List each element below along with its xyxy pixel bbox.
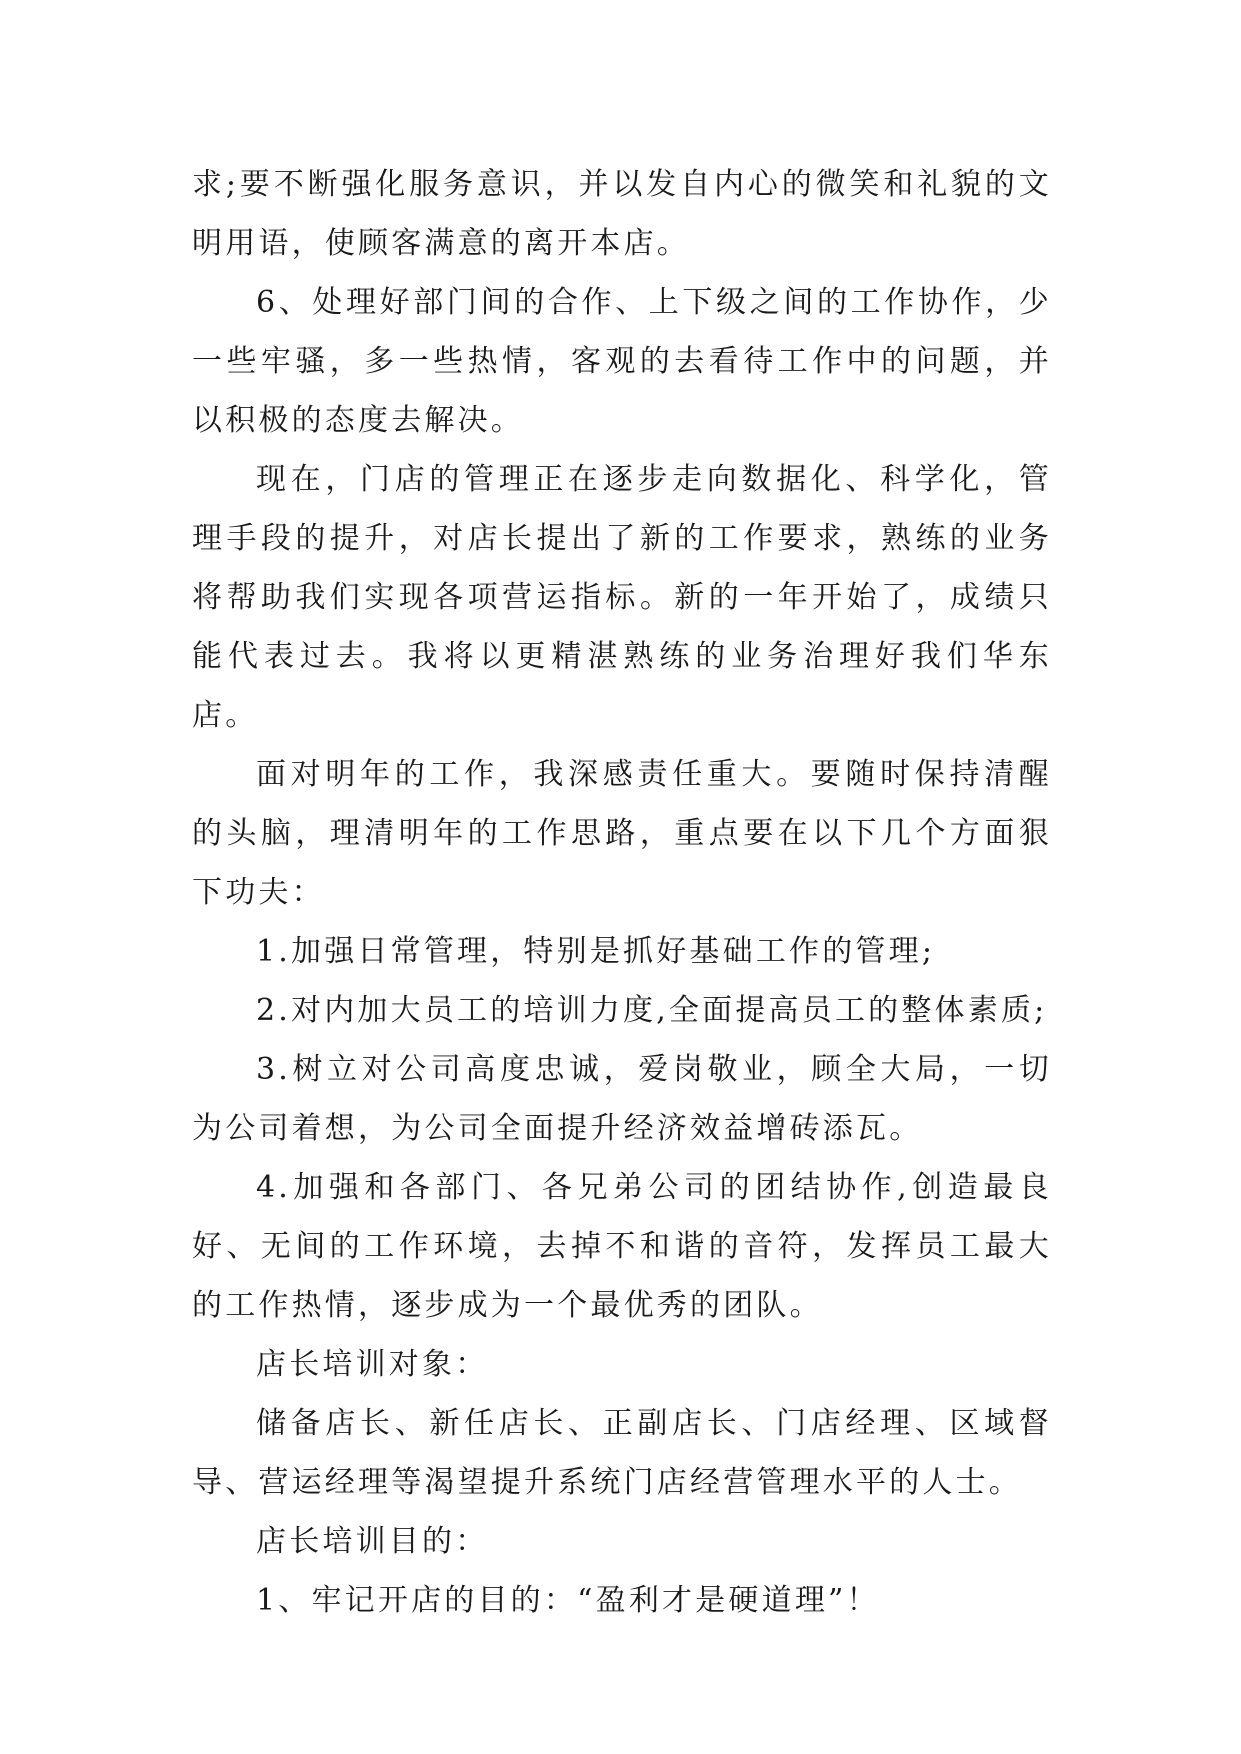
heading-training-purpose: 店长培训目的：: [256, 1524, 489, 1559]
paragraph-item-6-cooperation: 6、处理好部门间的合作、上下级之间的工作协作，少一些牢骚，多一些热情，客观的去看待工作中的问题，并以积极的态度去解决。: [192, 285, 1052, 438]
paragraph-service-awareness: 求;要不断强化服务意识，并以发自内心的微笑和礼貌的文明用语，使顾客满意的离开本店。: [192, 167, 1052, 261]
list-item-3-loyalty: 3.树立对公司高度忠诚，爱岗敬业，顾全大局，一切为公司着想，为公司全面提升经济效益增砖添瓦。: [192, 1052, 1052, 1146]
paragraph-store-management-now: 现在，门店的管理正在逐步走向数据化、科学化，管理手段的提升，对店长提出了新的工作要求，熟练的业务将帮助我们实现各项营运指标。新的一年开始了，成绩只能代表过去。我将以更精湛熟练的业务治理好我们华东店。: [192, 462, 1052, 733]
paragraph-next-year-work: 面对明年的工作，我深感责任重大。要随时保持清醒的头脑，理清明年的工作思路，重点要在以下几个方面狠下功夫：: [192, 757, 1052, 910]
list-item-2-staff-training: 2.对内加大员工的培训力度,全面提高员工的整体素质;: [256, 993, 1048, 1028]
list-item-4-teamwork: 4.加强和各部门、各兄弟公司的团结协作,创造最良好、无间的工作环境，去掉不和谐的音符，发挥员工最大的工作热情，逐步成为一个最优秀的团队。: [192, 1170, 1052, 1323]
list-item-purpose-1: 1、牢记开店的目的：“盈利才是硬道理”！: [256, 1583, 880, 1618]
list-item-1-daily-management: 1.加强日常管理，特别是抓好基础工作的管理;: [256, 934, 936, 969]
document-body: [192, 155, 1052, 1630]
heading-training-audience: 店长培训对象：: [256, 1347, 489, 1382]
paragraph-training-audience: 储备店长、新任店长、正副店长、门店经理、区域督导、营运经理等渴望提升系统门店经营管理水平的人士。: [192, 1406, 1052, 1500]
